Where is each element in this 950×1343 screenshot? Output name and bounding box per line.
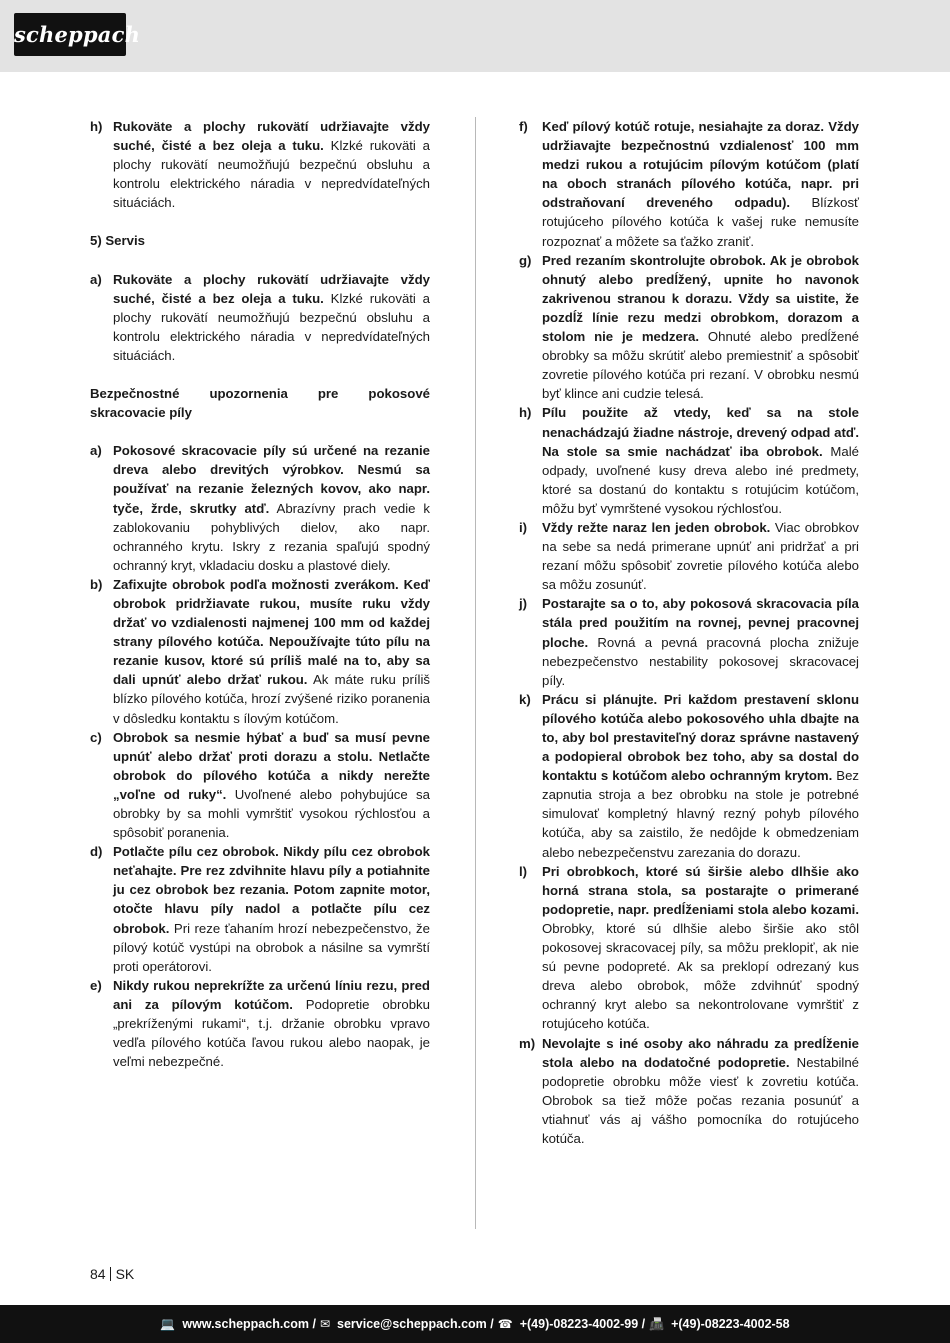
item-text <box>542 862 859 1034</box>
item-text <box>113 728 430 843</box>
list-item <box>519 117 859 251</box>
column-divider <box>475 117 476 1229</box>
item-bold-text: Pokosové skracovacie píly sú určené na rezanie dreva alebo drevitých výrobkov. Nesmú sa používať na rezanie železných kovov, ako napr. tyče, žrde, skrutky atď. <box>113 443 430 516</box>
item-bold-text: Pri obrobkoch, ktoré sú širšie alebo dlhšie ako horná strana stola, sa postarajte o primerané podopretie, napr. predĺženiami stola alebo kozami. <box>542 863 859 917</box>
item-marker: g) <box>519 252 532 268</box>
item-bold-text: Keď pílový kotúč rotuje, nesiahajte za doraz. Vždy udržiavajte bezpečnostnú vzdialenosť 100 mm medzi rukou a rotujúcim pílovým kotúčom (platí na oboch stranách pílového kotúča, napr. pri odstraňovaní dreveného odpadu). <box>542 119 859 211</box>
right-column <box>519 117 859 1148</box>
item-bold-text: Rukoväte a plochy rukovätí udržiavajte vždy suché, čisté a bez oleja a tuku. <box>113 271 430 306</box>
page-number-value: 84 <box>90 1266 106 1282</box>
item-marker: k) <box>519 691 531 707</box>
item-text <box>113 575 430 728</box>
item-plain-text: Bez zapnutia stroja a bez obrobku na stole je potrebné simulovať kompletný hlavný rezný pohyb pílového kotúča, aby sa zaistilo, že nedôjde k obmedzeniam alebo nebezpečenstvu zarezania do dorazu. <box>542 768 859 860</box>
item-plain-text: Klzké rukoväti a plochy rukovätí neumožňujú bezpečnú obsluhu a kontrolu elektrického náradia v nepredvídateľných situáciách. <box>113 290 430 363</box>
item-marker: f) <box>519 119 528 134</box>
item-marker: l) <box>519 863 528 879</box>
item-bold-text: Nikdy rukou neprekrížte za určenú líniu rezu, pred ani za pílovým kotúčom. <box>113 977 430 1012</box>
item-marker: h) <box>519 405 532 421</box>
item-plain-text: Obrobky, ktoré sú dlhšie alebo širšie ako stôl pokosovej skracovacej píly, sa môžu preklopiť, ak nie sú pevne podopreté. Ak sa preklopí odrezaný kus dreva alebo obrobok, môže zdvihnúť spodný ochranný kryt alebo sa nekontrolovane vymrštiť z rotujúceho kotúča. <box>542 920 859 1032</box>
item-text <box>113 270 430 365</box>
footer-fax: +(49)-08223-4002-58 <box>671 1317 790 1331</box>
item-text <box>542 690 859 862</box>
item-text <box>542 117 859 251</box>
item-bold-text: Zafixujte obrobok podľa možnosti zverákom. Keď obrobok pridržiavate rukou, musíte ruku vždy držať vo vzdialenosti najmenej 100 mm od každej strany pílového kotúča. Nepoužívajte túto pílu na rezanie kusov, ktoré sú príliš malé na to, aby sa dali upnúť alebo držať rukou. <box>113 576 430 688</box>
brand-logo: scheppach <box>14 13 126 56</box>
page-language: SK <box>115 1266 135 1282</box>
item-bold-text: Pred rezaním skontrolujte obrobok. Ak je obrobok ohnutý alebo predĺžený, upnite ho navonok zakrivenou stranou k dorazu. Vždy sa uistite, že pozdĺž línie rezu medzi obrobkom, dorazom a stolom nie je medzera. <box>542 252 859 345</box>
item-marker: m) <box>519 1035 536 1051</box>
footer-phone: +(49)-08223-4002-99 / <box>519 1317 646 1331</box>
list-item <box>519 690 859 862</box>
item-marker: e) <box>90 977 102 993</box>
item-text <box>113 842 430 976</box>
footer-email-link[interactable]: service@scheppach.com / <box>337 1317 494 1331</box>
section-heading-servis: 5) Servis <box>90 233 145 249</box>
list-item <box>90 575 430 728</box>
item-plain-text: Blízkosť rotujúceho pílového kotúča k vašej ruke nemusíte rozpoznať a môžete sa ťažko zraniť. <box>542 195 859 249</box>
phone-icon: ☎ <box>497 1317 513 1331</box>
list-item <box>519 594 859 689</box>
item-text <box>542 594 859 689</box>
fax-icon: 📠 <box>649 1317 665 1331</box>
page-number-separator <box>110 1267 111 1281</box>
item-plain-text: Uvoľnené alebo pohybujúce sa obrobky by sa mohli vymrštiť vysokou rýchlosťou a spôsobiť poranenia. <box>113 786 430 841</box>
list-item <box>519 1034 859 1149</box>
item-bold-text: Prácu si plánujte. Pri každom prestavení sklonu pílového kotúča alebo pokosového uhla dbajte na to, aby bol prestaviteľný doraz správne nastavený a podopieral obrobok bez toho, aby sa dostal do kontaktu s kotúčom alebo ochranným krytom. <box>542 691 859 784</box>
item-plain-text: Pri reze ťahaním hrozí nebezpečenstvo, že pílový kotúč vystúpi na obrobok a násilne sa vymrští proti operátorovi. <box>113 920 430 974</box>
item-bold-text: Vždy režte naraz len jeden obrobok. <box>542 519 771 535</box>
item-plain-text: Rovná a pevná pracovná plocha znižuje nebezpečenstvo nestability pokosovej skracovacej píly. <box>542 634 859 688</box>
item-bold-text: Postarajte sa o to, aby pokosová skracovacia píla stála pred použitím na rovnej, pevnej pracovnej ploche. <box>542 596 859 650</box>
item-text <box>113 117 430 212</box>
header-band <box>0 0 950 72</box>
list-item <box>90 976 430 1071</box>
item-bold-text: Obrobok sa nesmie hýbať a buď sa musí pevne upnúť alebo držať proti dorazu a stolu. Netlačte obrobok do pílového kotúča a nikdy nerežte „voľne od ruky“. <box>113 729 430 802</box>
footer-bar <box>0 1305 950 1343</box>
left-column <box>90 117 430 1071</box>
page-number <box>90 1265 134 1283</box>
item-bold-text: Nevolajte s iné osoby ako náhradu za predĺženie stola alebo na dodatočné podopretie. <box>542 1035 859 1070</box>
item-plain-text: Malé odpady, uvoľnené kusy dreva alebo iné predmety, ktoré sa dostanú do kontaktu s rotujúcim kotúčom, môžu byť vymrštené vysokou rýchlosťou. <box>542 443 859 516</box>
item-marker: i) <box>519 519 528 535</box>
item-plain-text: Ak máte ruku príliš blízko pílového kotúča, hrozí zvýšené riziko poranenia v dôsledku kontaktu s ílovým kotúčom. <box>113 672 430 726</box>
list-item <box>519 862 859 1034</box>
mail-icon: ✉ <box>319 1317 331 1331</box>
item-text <box>113 976 430 1071</box>
item-text <box>542 1034 859 1149</box>
item-text <box>542 251 859 404</box>
item-text <box>542 403 859 518</box>
item-marker: a) <box>90 271 102 287</box>
footer-website-link[interactable]: www.scheppach.com / <box>182 1317 316 1331</box>
list-item <box>90 728 430 843</box>
computer-icon: 💻 <box>160 1317 176 1331</box>
item-marker: b) <box>90 576 103 592</box>
item-marker: h) <box>90 119 103 134</box>
item-bold-text: Potlačte pílu cez obrobok. Nikdy pílu cez obrobok neťahajte. Pre rez zdvihnite hlavu píly a potiahnite ju cez obrobok bez rezania. Potom zapnite motor, otočte hlavu píly nadol a potlačte pílu cez obrobok. <box>113 844 430 936</box>
list-item <box>90 117 430 212</box>
section-heading-safety: Bezpečnostné upozornenia pre pokosové skracovacie píly <box>90 386 430 421</box>
item-plain-text: Ohnuté alebo predĺžené obrobky sa môžu skrútiť alebo premiestniť a spôsobiť zovretie pílového kotúča pri rezaní. V obrobku nesmú byť klince ani cudzie telesá. <box>542 329 859 402</box>
item-plain-text: Podopretie obrobku „prekríženými rukami“, t.j. držanie obrobku vpravo vedľa pílového kotúča ľavou rukou alebo naopak, je veľmi nebezpečné. <box>113 996 430 1070</box>
item-text <box>542 518 859 594</box>
item-text <box>113 441 430 575</box>
item-marker: j) <box>519 596 528 612</box>
list-item <box>90 441 430 575</box>
item-bold-text: Pílu použite až vtedy, keď sa na stole nenachádzajú žiadne nástroje, drevený odpad atď. Na stole sa smie nachádzať iba obrobok. <box>542 405 859 459</box>
list-item <box>519 403 859 518</box>
item-plain-text: Klzké rukoväti a plochy rukovätí neumožňujú bezpečnú obsluhu a kontrolu elektrického náradia v nepredvídateľných situáciách. <box>113 138 430 211</box>
list-item <box>519 251 859 404</box>
item-marker: d) <box>90 844 103 860</box>
list-item <box>90 842 430 976</box>
item-plain-text: Abrazívny prach vedie k zablokovaniu pohyblivých dielov, ako napr. ochranného krytu. Iskry z rezania spaľujú spodný ochranný kryt, vkladaciu dosku a plastové diely. <box>113 500 430 573</box>
list-item <box>519 518 859 594</box>
item-marker: a) <box>90 443 102 459</box>
item-plain-text: Nestabilné podopretie obrobku môže viesť k zovretiu kotúča. Obrobok sa tiež môže počas rezania posunúť a vtiahnuť vás aj vášho pomocníka do rotujúceho kotúča. <box>542 1054 859 1146</box>
item-plain-text: Viac obrobkov na sebe sa nedá primerane upnúť ani pridržať a pri rezaní môžu spôsobiť zovretie pílového kotúča alebo sa môžu zosunúť. <box>542 519 859 593</box>
item-marker: c) <box>90 729 102 745</box>
item-bold-text: Rukoväte a plochy rukovätí udržiavajte vždy suché, čisté a bez oleja a tuku. <box>113 119 430 154</box>
list-item <box>90 270 430 365</box>
